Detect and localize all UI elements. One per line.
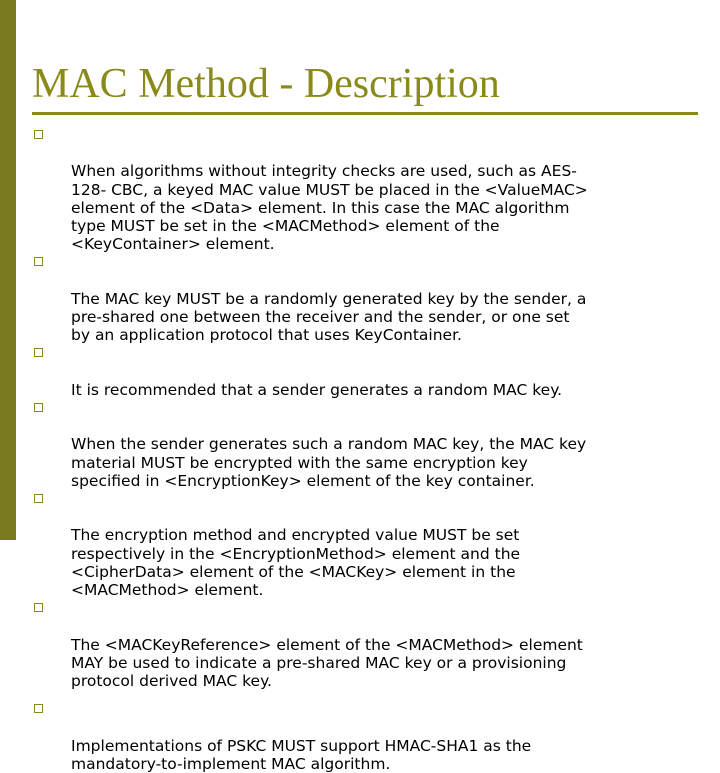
hollow-square-bullet-icon: [34, 494, 43, 503]
bullet-text: When the sender generates such a random MAC key, the MAC key material MUST be encrypted with the same encryption key specified in <EncryptionKey> element of the key container.: [71, 435, 587, 490]
bullet-text: The MAC key MUST be a randomly generated key by the sender, a pre-shared one between the receiver and the sender, or one set by an application protocol that uses KeyContainer.: [71, 289, 587, 345]
bullet-item: [30, 700, 702, 773]
side-bar: [0, 0, 16, 540]
hollow-square-bullet-icon: [34, 603, 43, 612]
bullet-item: [30, 344, 702, 399]
bullet-text: The <MACKeyReference> element of the <MACMethod> element MAY be used to indicate a pre-shared MAC key or a provisioning protocol derived MAC key.: [71, 635, 583, 691]
hollow-square-bullet-icon: [34, 704, 43, 713]
hollow-square-bullet-icon: [34, 348, 43, 357]
bullet-text: It is recommended that a sender generates a random MAC key.: [71, 380, 563, 399]
hollow-square-bullet-icon: [34, 257, 43, 266]
bullet-item: [30, 599, 702, 690]
bullet-item: [30, 490, 702, 599]
bullet-item: [30, 253, 702, 344]
bullet-text: When algorithms without integrity checks are used, such as AES- 128- CBC, a keyed MAC value MUST be placed in the <ValueMAC> element of the <Data> element. In this case the MAC algorithm type MUST be set in the <MACMethod> element of the <KeyContainer> element.: [71, 162, 588, 254]
bullet-text: Implementations of PSKC MUST support HMAC-SHA1 as the mandatory-to-implement MAC algorithm.: [71, 736, 532, 773]
title-underline: [32, 112, 698, 115]
hollow-square-bullet-icon: [34, 130, 43, 139]
bullet-item: [30, 126, 702, 253]
bullet-item: [30, 399, 702, 490]
bullet-list: [30, 126, 702, 773]
hollow-square-bullet-icon: [34, 403, 43, 412]
bullet-text: The encryption method and encrypted value MUST be set respectively in the <EncryptionMethod> element and the <CipherData> element of the <MACKey> element in the <MACMethod> element.: [71, 526, 521, 600]
slide-title: MAC Method - Description: [32, 61, 500, 107]
